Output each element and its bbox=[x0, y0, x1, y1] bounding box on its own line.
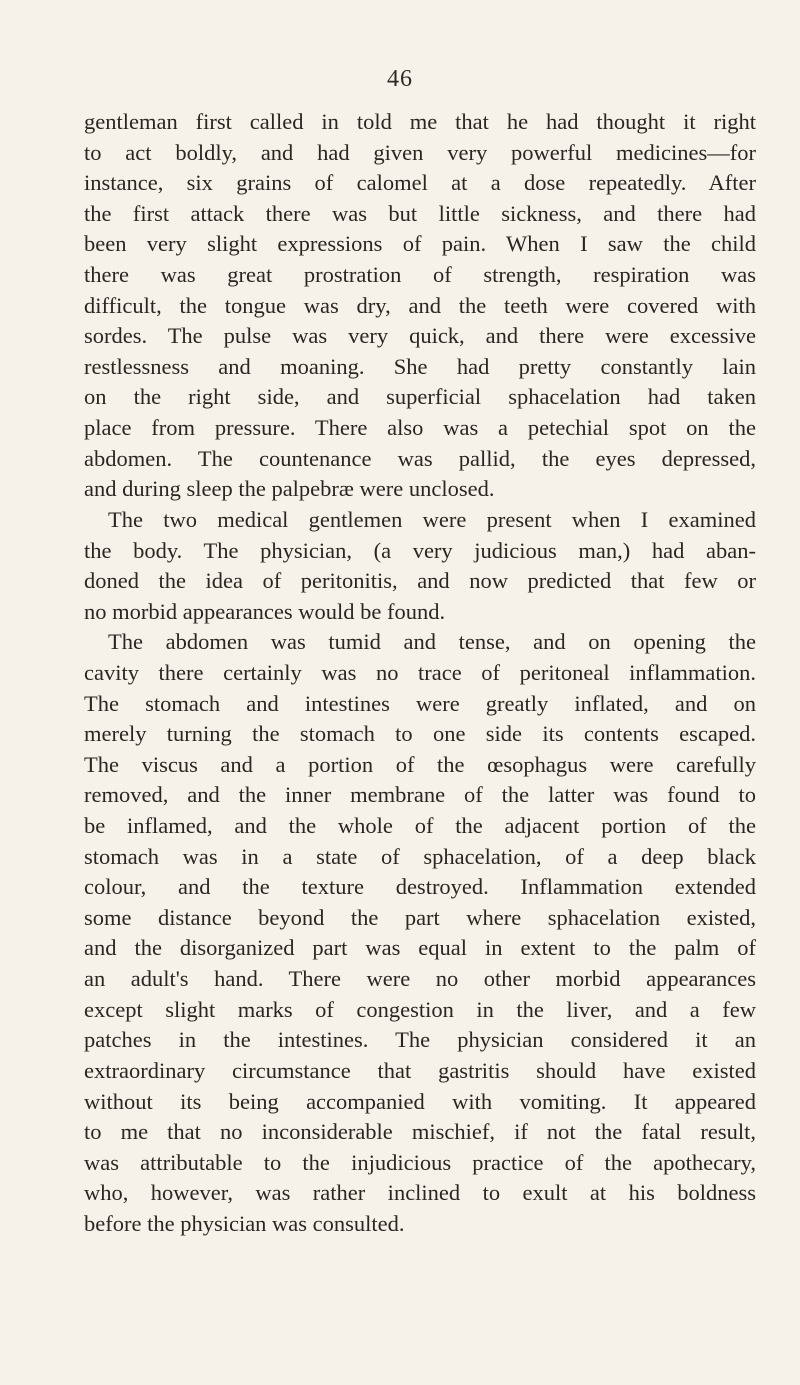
text-line: an adult's hand. There were no other morbid appearances bbox=[84, 966, 756, 992]
text-line: on the right side, and superficial sphacelation had taken bbox=[84, 384, 756, 410]
text-line: extraordinary circumstance that gastritis should have existed bbox=[84, 1057, 756, 1083]
text-line: was attributable to the injudicious practice of the apothecary, bbox=[84, 1149, 756, 1175]
text-line: except slight marks of congestion in the liver, and a few bbox=[84, 996, 756, 1022]
text-line: gentleman first called in told me that he had thought it right bbox=[84, 109, 756, 134]
text-line: some distance beyond the part where sphacelation existed, bbox=[84, 904, 756, 930]
text-line: The stomach and intestines were greatly inflated, and on bbox=[84, 690, 756, 716]
text-line: instance, six grains of calomel at a dose repeatedly. After bbox=[84, 170, 756, 196]
paragraph bbox=[84, 107, 756, 505]
text-line: the body. The physician, (a very judicious man,) had aban- bbox=[84, 537, 756, 563]
text-line: to me that no inconsiderable mischief, if not the fatal result, bbox=[84, 1119, 756, 1145]
text-line: no morbid appearances would be found. bbox=[84, 598, 446, 624]
text-line: place from pressure. There also was a petechial spot on the bbox=[84, 415, 756, 441]
text-line: The abdomen was tumid and tense, and on opening the bbox=[108, 629, 756, 655]
text-line: stomach was in a state of sphacelation, of a deep black bbox=[84, 843, 756, 869]
paragraph bbox=[84, 627, 756, 1239]
page-number: 46 bbox=[387, 66, 413, 92]
text-line: The viscus and a portion of the œsophagus were carefully bbox=[84, 751, 756, 777]
body-text bbox=[84, 107, 756, 1240]
text-line: doned the idea of peritonitis, and now predicted that few or bbox=[84, 568, 756, 594]
text-line: and during sleep the palpebræ were unclosed. bbox=[84, 476, 495, 502]
text-line: abdomen. The countenance was pallid, the eyes depressed, bbox=[84, 445, 756, 471]
paragraph bbox=[84, 505, 756, 627]
text-line: to act boldly, and had given very powerful medicines—for bbox=[84, 139, 756, 165]
text-line: sordes. The pulse was very quick, and there were excessive bbox=[84, 323, 756, 349]
text-line: who, however, was rather inclined to exult at his boldness bbox=[84, 1180, 756, 1206]
text-line: there was great prostration of strength, respiration was bbox=[84, 262, 756, 288]
text-line: without its being accompanied with vomiting. It appeared bbox=[84, 1088, 756, 1114]
text-line: before the physician was consulted. bbox=[84, 1210, 405, 1236]
text-line: the first attack there was but little sickness, and there had bbox=[84, 200, 756, 226]
text-line: and the disorganized part was equal in extent to the palm of bbox=[84, 935, 756, 961]
text-line: been very slight expressions of pain. When I saw the child bbox=[84, 231, 756, 257]
text-line: patches in the intestines. The physician considered it an bbox=[84, 1027, 756, 1053]
text-line: restlessness and moaning. She had pretty constantly lain bbox=[84, 353, 756, 379]
text-line: removed, and the inner membrane of the latter was found to bbox=[84, 782, 756, 808]
text-line: cavity there certainly was no trace of peritoneal inflammation. bbox=[84, 659, 756, 685]
text-line: be inflamed, and the whole of the adjacent portion of the bbox=[84, 813, 756, 839]
text-line: merely turning the stomach to one side its contents escaped. bbox=[84, 721, 756, 747]
text-line: The two medical gentlemen were present when I examined bbox=[108, 506, 756, 532]
text-line: colour, and the texture destroyed. Inflammation extended bbox=[84, 874, 756, 900]
text-line: difficult, the tongue was dry, and the teeth were covered with bbox=[84, 292, 756, 318]
